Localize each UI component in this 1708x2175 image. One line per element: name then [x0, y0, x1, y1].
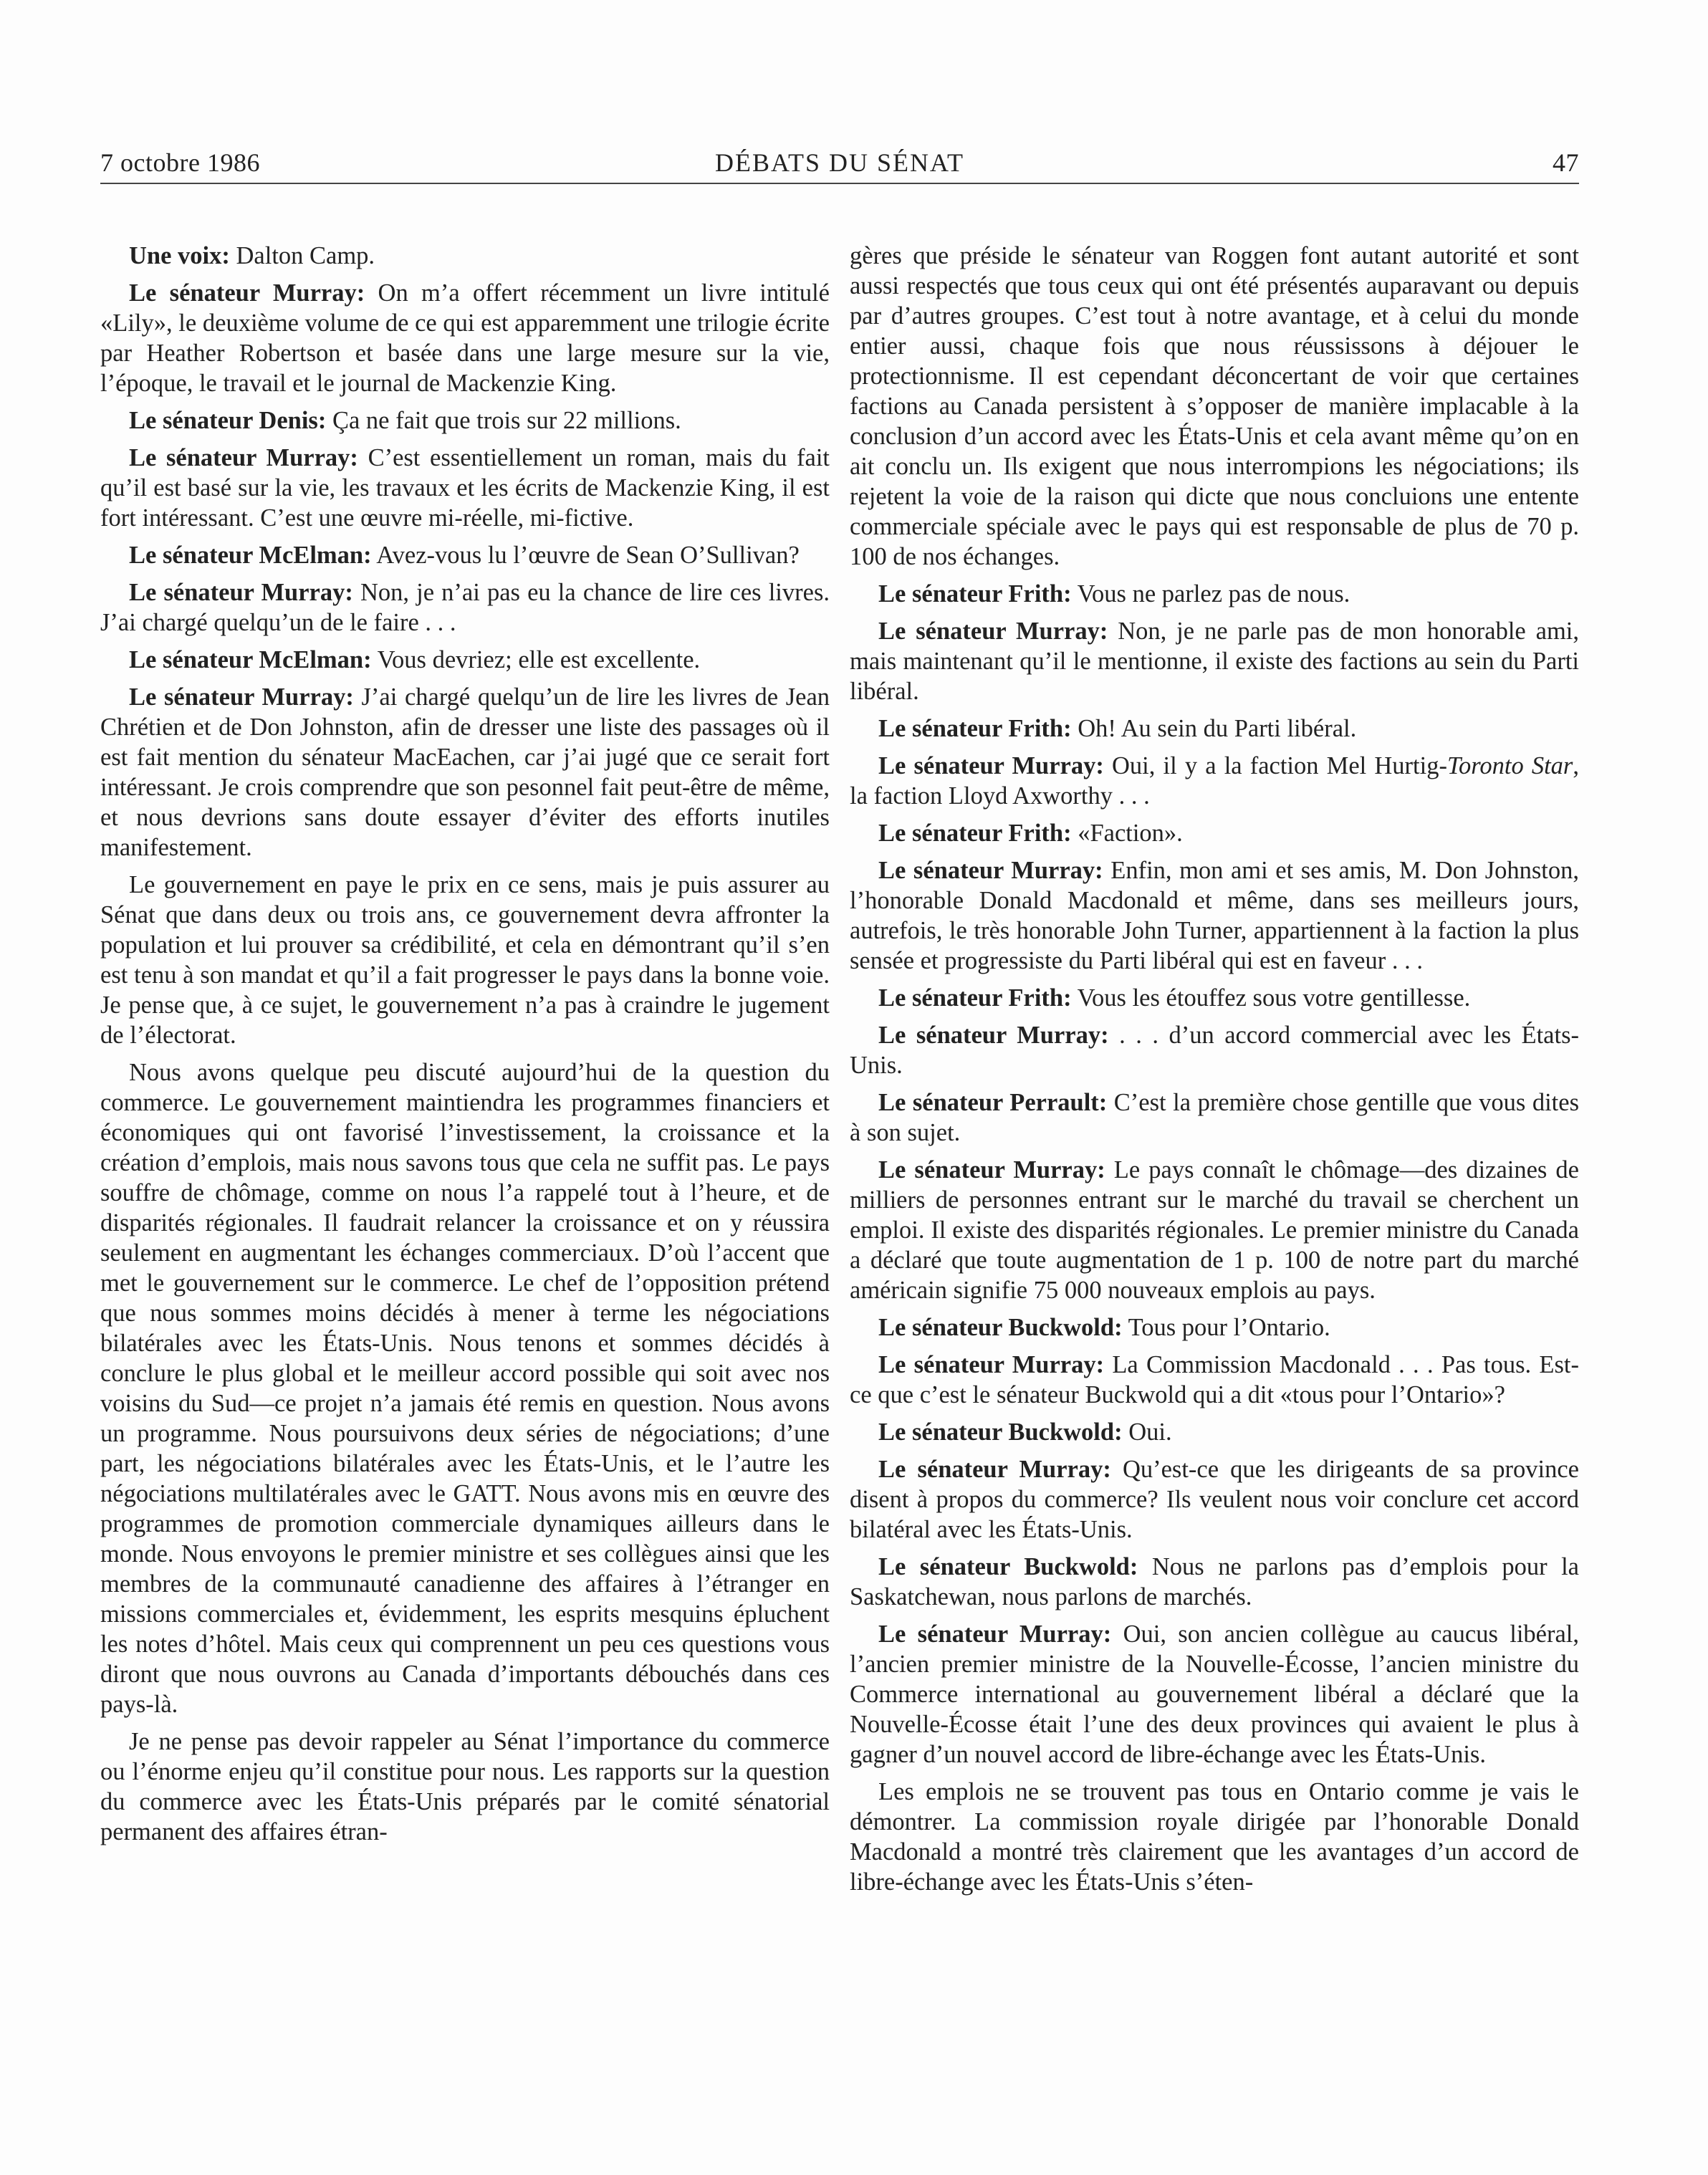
speaker-name: Le sénateur Murray:	[129, 683, 354, 711]
speaker-name: Le sénateur Frith:	[878, 715, 1072, 742]
paragraph	[100, 870, 830, 1050]
paragraph	[850, 579, 1579, 609]
speaker-name: Le sénateur Murray:	[878, 1022, 1109, 1049]
speech-text: C’est la première chose gentille que vous dites à son sujet.	[850, 1089, 1579, 1146]
speech-text: Oui, son ancien collègue au caucus libéral, l’ancien premier ministre de la Nouvelle-Écosse, l’ancien ministre du Commerce international au gouvernement libéral a déclaré que la Nouvelle-Écosse était l’une des deux provinces qui avaient le plus à gagner d’un nouvel accord de libre-échange avec les États-Unis.	[850, 1621, 1579, 1768]
speech-text: Le gouvernement en paye le prix en ce sens, mais je puis assurer au Sénat que dans deux ou trois ans, ce gouvernement devra affronter la population et lui prouver sa crédibilité, et cela en démontrant qu’il s’en est tenu à son mandat et qu’il a fait progresser le pays dans la bonne voie. Je pense que, à ce sujet, le gouvernement n’a pas à craindre le jugement de l’électorat.	[100, 871, 830, 1049]
paragraph	[850, 1020, 1579, 1080]
paragraph	[850, 1454, 1579, 1545]
page-header	[100, 148, 1579, 183]
paragraph	[100, 241, 830, 271]
paragraph	[850, 751, 1579, 811]
speaker-name: Le sénateur Buckwold:	[878, 1314, 1123, 1341]
speech-text: Nous ne parlons pas d’emplois pour la Saskatchewan, nous parlons de marchés.	[850, 1553, 1579, 1610]
speaker-name: Le sénateur Murray:	[878, 1156, 1105, 1183]
paragraph	[100, 1727, 830, 1847]
speech-text: Le pays connaît le chômage—des dizaines de milliers de personnes entrant sur le marché du travail se cherchent un emploi. Il existe des disparités régionales. Le premier ministre du Canada a déclaré que toute augmentation de 1 p. 100 de notre part du marché américain signifie 75 000 nouveaux emplois au pays.	[850, 1156, 1579, 1304]
paragraph	[850, 616, 1579, 706]
speech-text: gères que préside le sénateur van Roggen font autant autorité et sont aussi respectés que tous ceux qui ont été présentés auparavant ou depuis par d’autres groupes. C’est tout à notre avantage, et à celui du monde entier aussi, chaque fois que nous réussissons à déjouer le protectionnisme. Il est cependant déconcertant de voir que certaines factions au Canada persistent à s’opposer de manière implacable à la conclusion d’un accord avec les États-Unis et cela avant même qu’on en ait conclu un. Ils exigent que nous interrompions les négociations; ils rejetent la voie de la raison qui dicte que nous concluions une entente commerciale spéciale avec le pays qui est responsable de plus de 70 p. 100 de nos échanges.	[850, 242, 1579, 570]
paragraph	[850, 1350, 1579, 1410]
paragraph	[100, 540, 830, 570]
speech-text: Nous avons quelque peu discuté aujourd’hui de la question du commerce. Le gouvernement maintiendra les programmes financiers et économiques qui ont favorisé l’investissement, la croissance et la création d’emplois, mais nous savons tous que cela ne suffit pas. Le pays souffre de chômage, comme on nous l’a rappelé tout à l’heure, et de disparités régionales. Il faudrait relancer la croissance et on y réussira seulement en augmentant les échanges commerciaux. D’où l’accent que met le gouvernement sur le commerce. Le chef de l’opposition prétend que nous sommes moins décidés à mener à terme les négociations bilatérales avec les États-Unis. Nous tenons et sommes décidés à conclure le plus global et le meilleur accord possible qui soit avec nos voisins du Sud—ce projet n’a jamais été remis en question. Nous avons un programme. Nous poursuivons deux séries de négociations; d’une part, les négociations bilatérales avec les États-Unis, et le l’autre les négociations multilatérales avec le GATT. Nous avons mis en œuvre des programmes de promotion commerciale dynamiques ailleurs dans le monde. Nous envoyons le premier ministre et ses collègues ainsi que les membres de la communauté canadienne des affaires à l’étranger en missions commerciales et, évidemment, les esprits mesquins épluchent les notes d’hôtel. Mais ceux qui comprennent un peu ces questions vous diront que nous ouvrons au Canada d’importants débouchés dans ces pays-là.	[100, 1059, 830, 1718]
speech-text: Enfin, mon ami et ses amis, M. Don Johnston, l’honorable Donald Macdonald et même, dans ses meilleurs jours, autrefois, le très honorable John Turner, appartiennent à la faction la plus sensée et progressiste du Parti libéral qui est en faveur . . .	[850, 857, 1580, 974]
speaker-name: Le sénateur Frith:	[878, 820, 1072, 847]
speaker-name: Le sénateur Buckwold:	[878, 1553, 1138, 1580]
paragraph	[850, 818, 1579, 848]
paragraph	[850, 1619, 1579, 1770]
speaker-name: Le sénateur Murray:	[878, 1456, 1111, 1483]
paragraph	[100, 278, 830, 398]
paragraph	[100, 645, 830, 675]
speech-text: Non, je ne parle pas de mon honorable ami, mais maintenant qu’il le mentionne, il existe des factions au sein du Parti libéral.	[850, 618, 1579, 705]
speaker-name: Le sénateur Murray:	[129, 279, 365, 307]
paragraph	[850, 983, 1579, 1013]
paragraph	[850, 1552, 1579, 1612]
speaker-name: Le sénateur Murray:	[129, 579, 353, 606]
speech-text: Les emplois ne se trouvent pas tous en Ontario comme je vais le démontrer. La commission royale dirigée par l’honorable Donald Macdonald a montré très clairement que les avantages d’un accord de libre-échange avec les États-Unis s’éten-	[850, 1778, 1579, 1896]
paragraph	[850, 1088, 1579, 1148]
paragraph	[850, 1155, 1579, 1305]
left-column	[100, 241, 830, 1854]
speech-text: Dalton Camp.	[229, 242, 375, 269]
speech-text: Oh! Au sein du Parti libéral.	[1071, 715, 1357, 742]
speaker-name: Le sénateur Murray:	[878, 857, 1103, 884]
speech-text: Tous pour l’Ontario.	[1122, 1314, 1330, 1341]
speech-text: J’ai chargé quelqu’un de lire les livres de Jean Chrétien et de Don Johnston, afin de dresser une liste des passages où il est fait mention du sénateur MacEachen, car j’ai jugé que ce serait fort intéressant. Je crois comprendre que son pesonnel fait peut-être de même, et nous devrions sans doute essayer d’éviter des efforts inutiles manifestement.	[100, 683, 830, 861]
speech-text-italic: Toronto Star	[1446, 752, 1573, 779]
speech-text: Oui.	[1122, 1418, 1172, 1446]
paragraph	[850, 714, 1579, 744]
speaker-name: Le sénateur Frith:	[878, 580, 1072, 608]
speaker-name: Le sénateur Murray:	[878, 1621, 1112, 1648]
speaker-name: Le sénateur Murray:	[878, 1351, 1105, 1378]
paragraph-continuation	[850, 241, 1579, 572]
speech-text: On m’a offert récemment un livre intitulé «Lily», le deuxième volume de ce qui est apparemment une trilogie écrite par Heather Robertson et basée dans une large mesure sur la vie, l’époque, le travail et le journal de Mackenzie King.	[100, 279, 830, 397]
speaker-name: Une voix:	[129, 242, 230, 269]
speaker-name: Le sénateur Perrault:	[878, 1089, 1108, 1116]
header-title: DÉBATS DU SÉNAT	[714, 148, 965, 177]
speaker-name: Le sénateur McElman:	[129, 542, 372, 569]
speech-text: . . . d’un accord commercial avec les États-Unis.	[850, 1022, 1579, 1079]
speaker-name: Le sénateur Murray:	[878, 618, 1108, 645]
paragraph	[850, 855, 1579, 976]
speech-text: Qu’est-ce que les dirigeants de sa province disent à propos du commerce? Ils veulent nous voir conclure cet accord bilatéral avec les États-Unis.	[850, 1456, 1579, 1543]
speech-text: C’est essentiellement un roman, mais du fait qu’il est basé sur la vie, les travaux et les écrits de Mackenzie King, il est fort intéressant. C’est une œuvre mi-réelle, mi-fictive.	[100, 444, 830, 532]
speech-text: Avez-vous lu l’œuvre de Sean O’Sullivan?	[371, 542, 800, 569]
speaker-name: Le sénateur Frith:	[878, 984, 1072, 1012]
paragraph	[850, 1777, 1579, 1897]
speaker-name: Le sénateur McElman:	[129, 646, 372, 673]
paragraph	[100, 682, 830, 863]
speech-text: Oui, il y a la faction Mel Hurtig-	[1103, 752, 1447, 779]
speech-text: Je ne pense pas devoir rappeler au Sénat l’importance du commerce ou l’énorme enjeu qu’il constitue pour nous. Les rapports sur la question du commerce avec les États-Unis préparés par le comité sénatorial permanent des affaires étran-	[100, 1728, 830, 1845]
right-column	[850, 241, 1579, 1904]
speech-text: Vous devriez; elle est excellente.	[371, 646, 701, 673]
speech-text: Non, je n’ai pas eu la chance de lire ces livres. J’ai chargé quelqu’un de le faire . . .	[100, 579, 830, 636]
header-rule	[100, 183, 1579, 184]
paragraph	[100, 577, 830, 638]
paragraph	[100, 1057, 830, 1719]
speaker-name: Le sénateur Murray:	[129, 444, 358, 471]
speech-text: Vous ne parlez pas de nous.	[1071, 580, 1350, 608]
speech-text: , la faction Lloyd Axworthy . . .	[850, 752, 1579, 810]
speaker-name: Le sénateur Denis:	[129, 407, 327, 434]
speaker-name: Le sénateur Murray:	[878, 752, 1104, 779]
header-date: 7 octobre 1986	[100, 148, 260, 177]
speech-text: Vous les étouffez sous votre gentillesse.	[1071, 984, 1471, 1012]
page-number: 47	[1553, 148, 1579, 177]
speech-text: La Commission Macdonald . . . Pas tous. Est-ce que c’est le sénateur Buckwold qui a dit «tous pour l’Ontario»?	[850, 1351, 1579, 1408]
speaker-name: Le sénateur Buckwold:	[878, 1418, 1123, 1446]
speech-text: «Faction».	[1071, 820, 1183, 847]
paragraph	[100, 405, 830, 436]
paragraph	[850, 1417, 1579, 1447]
speech-text: Ça ne fait que trois sur 22 millions.	[326, 407, 681, 434]
paragraph	[850, 1312, 1579, 1343]
paragraph	[100, 443, 830, 533]
